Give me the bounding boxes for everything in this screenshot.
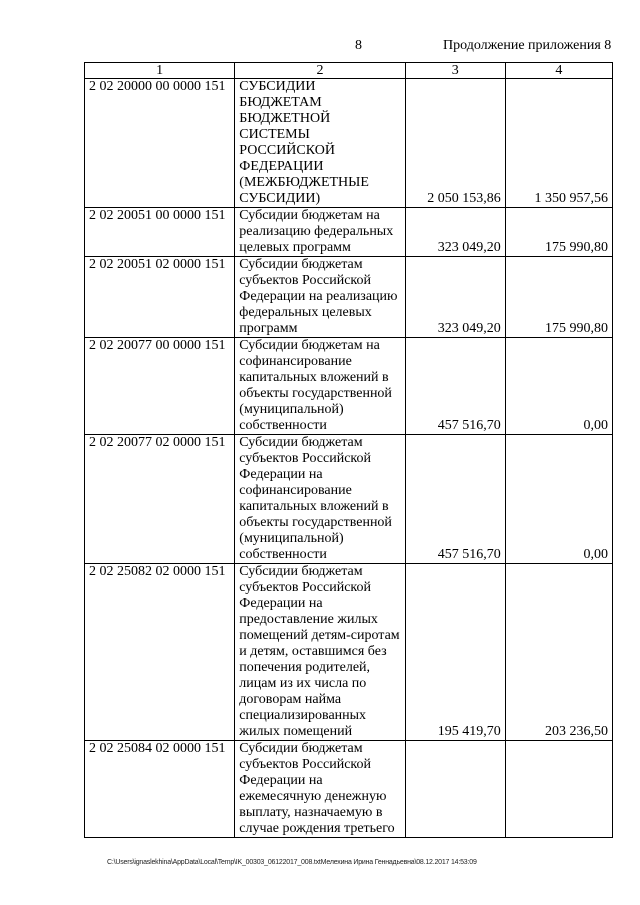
amount-col4 — [505, 741, 612, 838]
budget-code: 2 02 20051 02 0000 151 — [85, 257, 235, 338]
amount-col3: 457 516,70 — [405, 338, 505, 435]
column-header: 4 — [505, 63, 612, 79]
table-row — [85, 564, 613, 741]
budget-code: 2 02 20077 02 0000 151 — [85, 435, 235, 564]
column-header: 2 — [235, 63, 405, 79]
table-row — [85, 257, 613, 338]
row-description: Субсидии бюджетам субъектов Российской Федерации на реализацию федеральных целевых программ — [235, 257, 405, 338]
amount-col4: 0,00 — [505, 338, 612, 435]
row-description: Субсидии бюджетам на софинансирование капитальных вложений в объекты государственной (муниципальной) собственности — [235, 338, 405, 435]
amount-col3: 457 516,70 — [405, 435, 505, 564]
budget-code: 2 02 25084 02 0000 151 — [85, 741, 235, 838]
row-description: Субсидии бюджетам субъектов Российской Федерации на софинансирование капитальных вложений в объекты государственной (муниципальной) собственности — [235, 435, 405, 564]
budget-table — [84, 62, 613, 838]
budget-code: 2 02 25082 02 0000 151 — [85, 564, 235, 741]
amount-col4: 175 990,80 — [505, 208, 612, 257]
amount-col3: 323 049,20 — [405, 257, 505, 338]
amount-col4: 175 990,80 — [505, 257, 612, 338]
amount-col4: 0,00 — [505, 435, 612, 564]
budget-code: 2 02 20077 00 0000 151 — [85, 338, 235, 435]
budget-code: 2 02 20000 00 0000 151 — [85, 79, 235, 208]
table-row — [85, 338, 613, 435]
column-header: 1 — [85, 63, 235, 79]
row-description: Субсидии бюджетам субъектов Российской Федерации на ежемесячную денежную выплату, назначаемую в случае рождения третьего — [235, 741, 405, 838]
budget-code: 2 02 20051 00 0000 151 — [85, 208, 235, 257]
amount-col3: 195 419,70 — [405, 564, 505, 741]
table-row — [85, 435, 613, 564]
column-header: 3 — [405, 63, 505, 79]
row-description: Субсидии бюджетам субъектов Российской Федерации на предоставление жилых помещений детям-сиротам и детям, оставшимся без попечения родителей, лицам из их числа по договорам найма специализированных жилых помещений — [235, 564, 405, 741]
row-description: СУБСИДИИ БЮДЖЕТАМ БЮДЖЕТНОЙ СИСТЕМЫ РОССИЙСКОЙ ФЕДЕРАЦИИ (МЕЖБЮДЖЕТНЫЕ СУБСИДИИ) — [235, 79, 405, 208]
table-row — [85, 79, 613, 208]
file-path-footer: C:\Users\ignaslekhina\AppData\Local\Temp\IK_00303_06122017_008.txtМелехина Ирина Геннадьевна\08.12.2017 14:53:09 — [107, 859, 477, 866]
row-description: Субсидии бюджетам на реализацию федеральных целевых программ — [235, 208, 405, 257]
amount-col3: 323 049,20 — [405, 208, 505, 257]
continuation-caption: Продолжение приложения 8 — [443, 38, 612, 53]
amount-col3: 2 050 153,86 — [405, 79, 505, 208]
page-number: 8 — [355, 38, 362, 53]
amount-col3 — [405, 741, 505, 838]
table-header-row — [85, 63, 613, 79]
amount-col4: 1 350 957,56 — [505, 79, 612, 208]
table-row — [85, 208, 613, 257]
table-row — [85, 741, 613, 838]
amount-col4: 203 236,50 — [505, 564, 612, 741]
